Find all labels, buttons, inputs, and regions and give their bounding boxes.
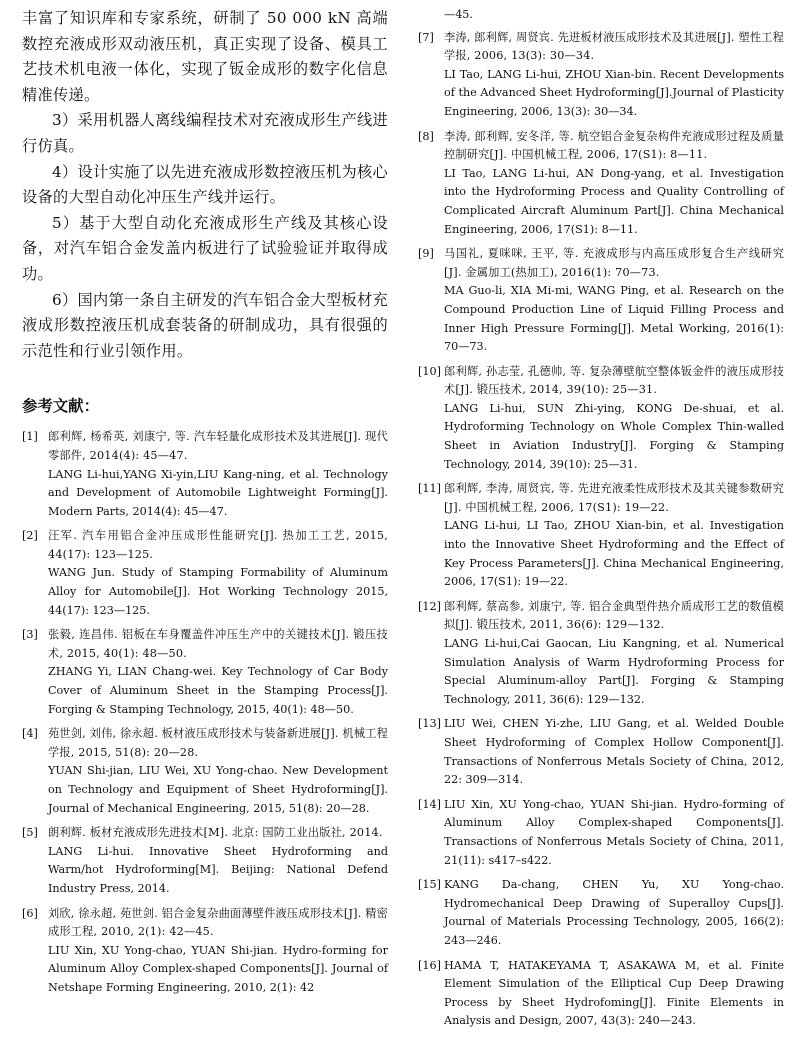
- reference-number: [14]: [418, 797, 441, 811]
- reference-en: LI Tao, LANG Li-hui, ZHOU Xian-bin. Recent Developments of the Advanced Sheet Hydroforming[J].Journal of Plasticity Engineering, 2006, 13(3): 30—34.: [444, 67, 784, 118]
- reference-cn: 汪军. 汽车用铝合金冲压成形性能研究[J]. 热加工工艺, 2015, 44(17): 123—125.: [48, 529, 388, 561]
- reference-item: [22, 428, 388, 521]
- reference-en: KANG Da-chang, CHEN Yu, XU Yong-chao. Hydromechanical Deep Drawing of Superalloy Cups[J]. Journal of Materials Processing Technology, 2005, 166(2): 243—246.: [444, 878, 784, 947]
- body-paragraph: 6）国内第一条自主研发的汽车铝合金大型板材充液成形数控液压机成套装备的研制成功，具有很强的示范性和行业引领作用。: [22, 290, 388, 360]
- reference-number: [6]: [22, 906, 38, 920]
- reference-item: [22, 626, 388, 719]
- reference-en: WANG Jun. Study of Stamping Formability of Aluminum Alloy for Automobile[J]. Hot Working Technology 2015, 44(17): 123—125.: [48, 566, 388, 617]
- reference-item: [418, 363, 784, 475]
- left-column: [22, 6, 388, 1004]
- reference-number: [4]: [22, 727, 38, 741]
- reference-item: [418, 598, 784, 710]
- body-paragraph: 3）采用机器人离线编程技术对充液成形生产线进行仿真。: [22, 111, 388, 155]
- reference-en: ZHANG Yi, LIAN Chang-wei. Key Technology of Car Body Cover of Aluminum Sheet in the Stamping Process[J]. Forging & Stamping Technology, 2015, 40(1): 48—50.: [48, 665, 388, 716]
- reference-cn: 郎利辉, 孙志莹, 孔德帅, 等. 复杂薄壁航空整体钣金件的液压成形技术[J]. 锻压技术, 2014, 39(10): 25—31.: [444, 364, 784, 397]
- reference-item: [22, 725, 388, 818]
- reference-number: [1]: [22, 430, 38, 444]
- body-paragraph: 丰富了知识库和专家系统，研制了 50 000 kN 高端数控充液成形双动液压机，真正实现了设备、模具工艺技术机电液一体化，实现了钣金成形的数字化信息精准传递。: [22, 9, 388, 104]
- reference-en: LIU Wei, CHEN Yi-zhe, LIU Gang, et al. Welded Double Sheet Hydroforming of Complex Hollow Component[J]. Transactions of Nonferrous Metals Society of China, 2012, 22: 309—314.: [444, 717, 784, 787]
- reference-en: MA Guo-li, XIA Mi-mi, WANG Ping, et al. Research on the Compound Production Line of Liquid Filling Process and Inner High Pressure Forming[J]. Metal Working, 2016(1): 70—73.: [444, 284, 784, 354]
- reference-number: [11]: [418, 482, 441, 496]
- reference-en: HAMA T, HATAKEYAMA T, ASAKAWA M, et al. Finite Element Simulation of the Elliptical Cup Deep Drawing Process by Sheet Hydrofoming[J]. Finite Elements in Analysis and Design, 2007, 43(3): 240—243.: [444, 958, 784, 1028]
- reference-item: [22, 824, 388, 898]
- reference-cn: 郎利辉, 蔡高参, 刘康宁, 等. 铝合金典型件热介质成形工艺的数值模拟[J]. 锻压技术, 2011, 36(6): 129—132.: [444, 599, 784, 632]
- reference-en: LANG Li-hui, LI Tao, ZHOU Xian-bin, et al. Investigation into the Innovative Sheet Hydroforming and the Effect of Key Process Parameters[J]. China Mechanical Engineering, 2006, 17(S1): 19—22.: [444, 519, 784, 589]
- reference-item: [22, 905, 388, 998]
- reference-number: [3]: [22, 628, 38, 642]
- reference-cn: 苑世剑, 刘伟, 徐永超. 板材液压成形技术与装备新进展[J]. 机械工程学报, 2015, 51(8): 20—28.: [48, 727, 388, 759]
- reference-item: [418, 796, 784, 870]
- reference-item: [418, 128, 784, 240]
- reference-number: [9]: [418, 247, 434, 261]
- reference-item: [418, 957, 784, 1031]
- reference-number: [10]: [418, 364, 441, 378]
- right-column: [418, 6, 784, 1037]
- reference-en: LANG Li-hui,YANG Xi-yin,LIU Kang-ning, et al. Technology and Development of Automobile Lightweight Forming[J]. Modern Parts, 2014(4): 45—47.: [48, 467, 388, 518]
- reference-number: [16]: [418, 958, 441, 972]
- body-paragraph: 4）设计实施了以先进充液成形数控液压机为核心设备的大型自动化冲压生产线并运行。: [22, 162, 388, 207]
- reference-item: [418, 29, 784, 122]
- reference-number: [5]: [22, 826, 38, 840]
- reference-cn: 刘欣, 徐永超, 苑世剑. 铝合金复杂曲面薄壁件液压成形技术[J]. 精密成形工程, 2010, 2(1): 42—45.: [48, 906, 388, 939]
- reference-item: [418, 715, 784, 789]
- reference-cn: 郎利辉, 李涛, 周贤宾, 等. 先进充液柔性成形技术及其关键参数研究[J]. 中国机械工程, 2006, 17(S1): 19—22.: [444, 482, 784, 514]
- reference-en: LANG Li-hui. Innovative Sheet Hydroforming and Warm/hot Hydroforming[M]. Beijing: National Defend Industry Press, 2014.: [48, 844, 388, 895]
- reference-en: YUAN Shi-jian, LIU Wei, XU Yong-chao. New Development on Technology and Equipment of Sheet Hydroforming[J]. Journal of Mechanical Engineering, 2015, 51(8): 20—28.: [48, 764, 388, 815]
- reference-item: [418, 480, 784, 592]
- reference-en: LI Tao, LANG Li-hui, AN Dong-yang, et al. Investigation into the Hydroforming Process and Quality Controlling of Complicated Aircraft Aluminum Part[J]. China Mechanical Engineering, 2006, 17(S1): 8—11.: [444, 166, 784, 236]
- reference-en: LANG Li-hui,Cai Gaocan, Liu Kangning, et al. Numerical Simulation Analysis of Warm Hydroforming Process for Special Aluminum-alloy Part[J]. Forging & Stamping Technology, 2011, 36(6): 129—132.: [444, 637, 784, 706]
- reference-item: [22, 527, 388, 620]
- reference-item: [418, 876, 784, 950]
- reference-number: [15]: [418, 878, 441, 892]
- reference-cn: 李涛, 郎利辉, 安冬洋, 等. 航空铝合金复杂构件充液成形过程及质量控制研究[J]. 中国机械工程, 2006, 17(S1): 8—11.: [444, 129, 784, 162]
- reference-cn: 朗利辉. 板材充液成形先进技术[M]. 北京: 国防工业出版社, 2014.: [48, 826, 383, 840]
- reference-number: [12]: [418, 599, 441, 613]
- reference-en: LANG Li-hui, SUN Zhi-ying, KONG De-shuai, et al. Hydroforming Technology on Whole Complex Thin-walled Sheet in Aviation Industry[J]. Forging & Stamping Technology, 2014, 39(10): 25—31.: [444, 401, 784, 471]
- reference-continuation: —45.: [444, 8, 473, 21]
- reference-en: LIU Xin, XU Yong-chao, YUAN Shi-jian. Hydro-forming for Aluminum Alloy Complex-shaped Components[J]. Journal of Netshape Forming Engineering, 2010, 2(1): 42: [48, 943, 388, 994]
- references-heading: 参考文献：: [22, 397, 99, 416]
- reference-item: [418, 245, 784, 357]
- reference-cn: 张毅, 连昌伟. 铝板在车身覆盖件冲压生产中的关键技术[J]. 锻压技术, 2015, 40(1): 48—50.: [48, 628, 388, 660]
- reference-cn: 郎利辉, 杨希英, 刘康宁, 等. 汽车轻量化成形技术及其进展[J]. 现代零部件, 2014(4): 45—47.: [48, 430, 388, 462]
- reference-en: LIU Xin, XU Yong-chao, YUAN Shi-jian. Hydro-forming of Aluminum Alloy Complex-shaped Components[J]. Transactions of Nonferrous Metals Society of China, 2011, 21(11): s417–s422.: [444, 797, 784, 867]
- reference-cn: 李涛, 郎利辉, 周贤宾. 先进板材液压成形技术及其进展[J]. 塑性工程学报, 2006, 13(3): 30—34.: [444, 30, 784, 63]
- reference-cn: 马国礼, 夏咪咪, 王平, 等. 充液成形与内高压成形复合生产线研究[J]. 金属加工(热加工), 2016(1): 70—73.: [444, 247, 784, 279]
- reference-number: [13]: [418, 717, 441, 731]
- reference-number: [2]: [22, 529, 38, 543]
- body-paragraph: 5）基于大型自动化充液成形生产线及其核心设备，对汽车铝合金发盖内板进行了试验验证并取得成功。: [22, 213, 388, 283]
- reference-number: [7]: [418, 30, 434, 44]
- reference-number: [8]: [418, 129, 434, 143]
